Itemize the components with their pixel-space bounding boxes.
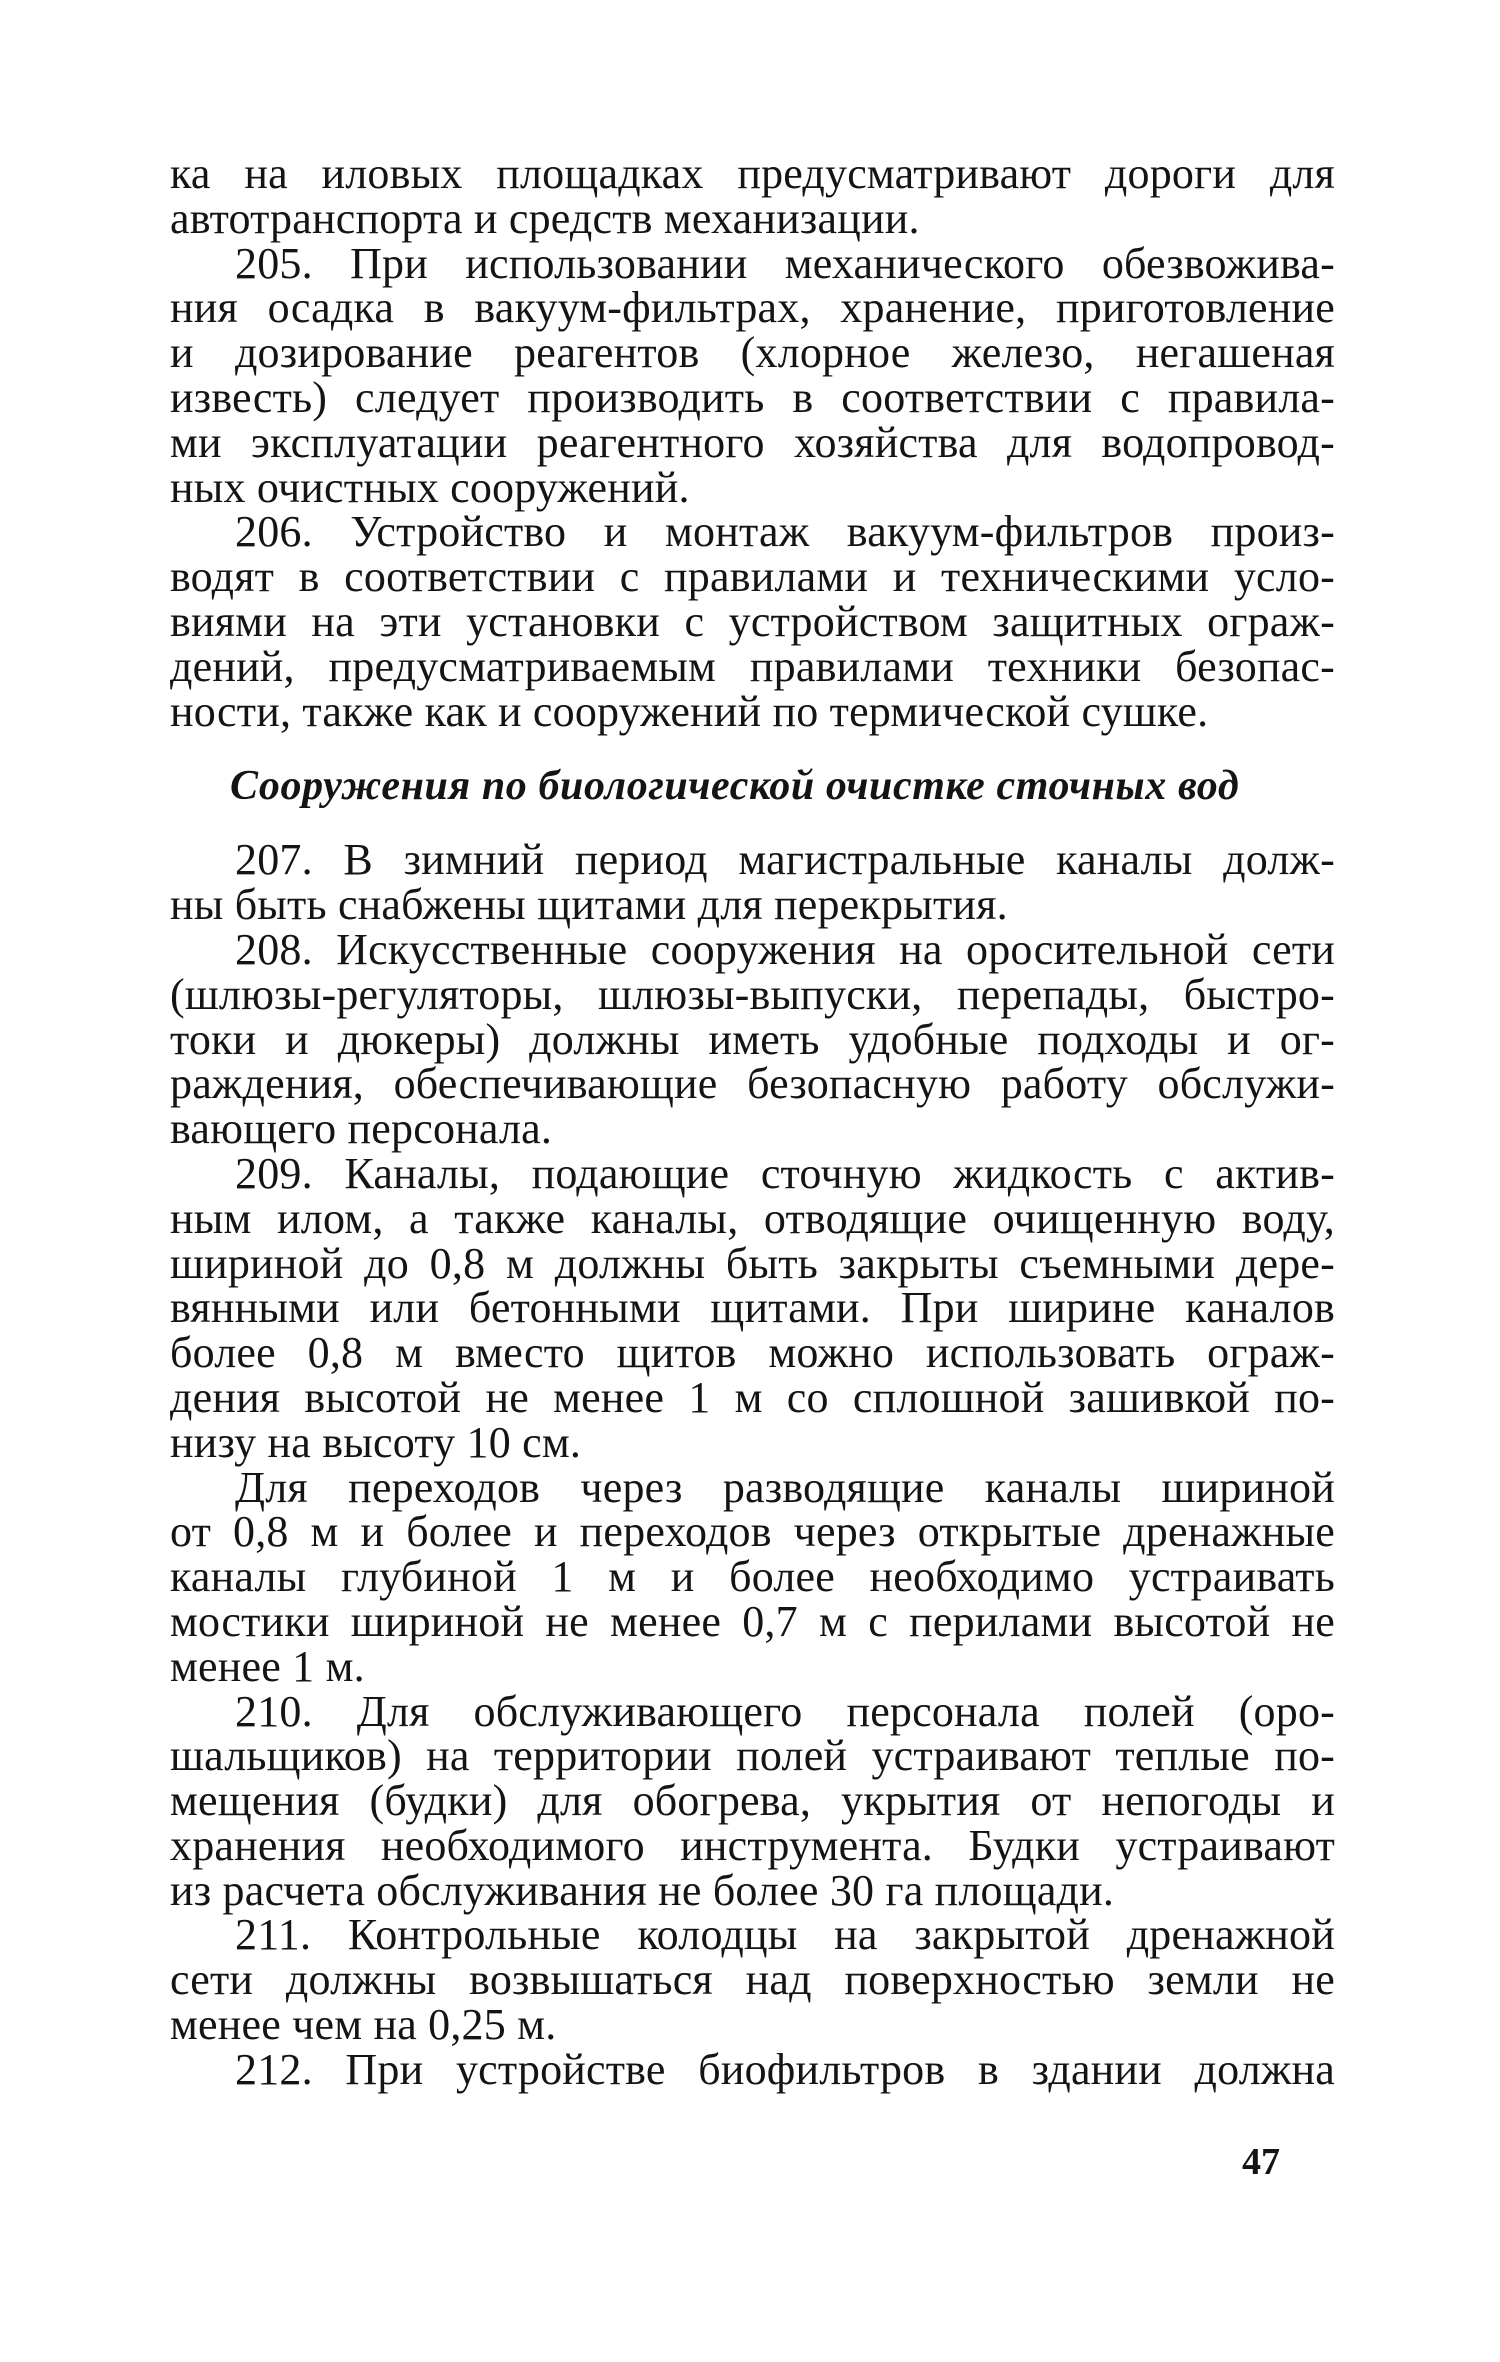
text-line: Для переходов через разводящие каналы шириной [235, 1462, 1335, 1512]
text-line: 209. Каналы, подающие сточную жидкость с актив- [235, 1148, 1335, 1198]
paragraph [170, 149, 1335, 243]
text-line: раждения, обеспечивающие безопасную работу обслужи- [170, 1059, 1335, 1109]
paragraph [170, 924, 1335, 1154]
text-line: вающего персонала. [170, 1104, 553, 1154]
text-line: ния осадка в вакуум-фильтрах, хранение, приготовление [170, 283, 1335, 333]
text-line: 208. Искусственные сооружения на оросительной сети [235, 924, 1335, 974]
text-line: менее 1 м. [170, 1641, 365, 1691]
paragraph [170, 2044, 1335, 2094]
paragraph [170, 1686, 1335, 1915]
page-number: 47 [1242, 2141, 1280, 2183]
paragraph [170, 1148, 1335, 1467]
text-line: ных очистных сооружений. [170, 462, 690, 512]
text-line: токи и дюкеры) должны иметь удобные подходы и ог- [170, 1014, 1335, 1064]
text-line: 205. При использовании механического обезвожива- [235, 238, 1335, 288]
text-line: ности, также как и сооружений по термической сушке. [170, 686, 1209, 736]
text-line: низу на высоту 10 см. [170, 1417, 582, 1467]
section-heading: Сооружения по биологической очистке сточных вод [230, 763, 1240, 810]
text-line: виями на эти установки с устройством защитных ограж- [170, 596, 1335, 646]
text-line: водят в соответствии с правилами и техническими усло- [170, 552, 1335, 602]
text-line: ка на иловых площадках предусматривают дороги для [170, 149, 1335, 198]
text-line: от 0,8 м и более и переходов через открытые дренажные [170, 1507, 1335, 1557]
text-line: 210. Для обслуживающего персонала полей (оро- [235, 1686, 1335, 1736]
paragraph [170, 238, 1335, 512]
text-line: из расчета обслуживания не более 30 га площади. [170, 1865, 1115, 1915]
paragraph [170, 1462, 1335, 1691]
text-line: ми эксплуатации реагентного хозяйства для водопровод- [170, 417, 1335, 467]
paragraph [170, 1910, 1335, 2050]
page-body [170, 149, 1335, 2094]
text-line: 212. При устройстве биофильтров в здании должна [235, 2044, 1335, 2094]
text-line: более 0,8 м вместо щитов можно использовать ограж- [170, 1328, 1335, 1378]
text-line: и дозирование реагентов (хлорное железо, негашеная [170, 328, 1335, 378]
text-line: 211. Контрольные колодцы на закрытой дренажной [235, 1910, 1335, 1960]
text-line: известь) следует производить в соответствии с правила- [170, 372, 1335, 422]
text-line: дения высотой не менее 1 м со сплошной зашивкой по- [170, 1372, 1335, 1422]
text-line: каналы глубиной 1 м и более необходимо устраивать [170, 1552, 1335, 1602]
text-line: менее чем на 0,25 м. [170, 2000, 557, 2050]
text-line: ны быть снабжены щитами для перекрытия. [170, 880, 1008, 930]
text-line: шальщиков) на территории полей устраивают теплые по- [170, 1731, 1335, 1781]
text-line: ным илом, а также каналы, отводящие очищенную воду, [170, 1193, 1335, 1243]
text-line: мостики шириной не менее 0,7 м с перилами высотой не [170, 1596, 1335, 1646]
text-line: автотранспорта и средств механизации. [170, 193, 920, 243]
text-line: 206. Устройство и монтаж вакуум-фильтров произ- [235, 507, 1335, 557]
text-line: дений, предусматриваемым правилами техники безопас- [170, 641, 1335, 691]
text-line: (шлюзы-регуляторы, шлюзы-выпуски, перепады, быстро- [170, 969, 1335, 1019]
text-line: хранения необходимого инструмента. Будки устраивают [170, 1820, 1335, 1870]
text-line: сети должны возвышаться над поверхностью земли не [170, 1955, 1335, 2005]
text-line: мещения (будки) для обогрева, укрытия от непогоды и [170, 1776, 1335, 1826]
paragraph [170, 835, 1335, 930]
text-line: вянными или бетонными щитами. При ширине каналов [170, 1283, 1335, 1333]
text-line: 207. В зимний период магистральные каналы долж- [235, 835, 1335, 885]
text-line: шириной до 0,8 м должны быть закрыты съемными дере- [170, 1238, 1335, 1288]
paragraph [170, 507, 1335, 736]
